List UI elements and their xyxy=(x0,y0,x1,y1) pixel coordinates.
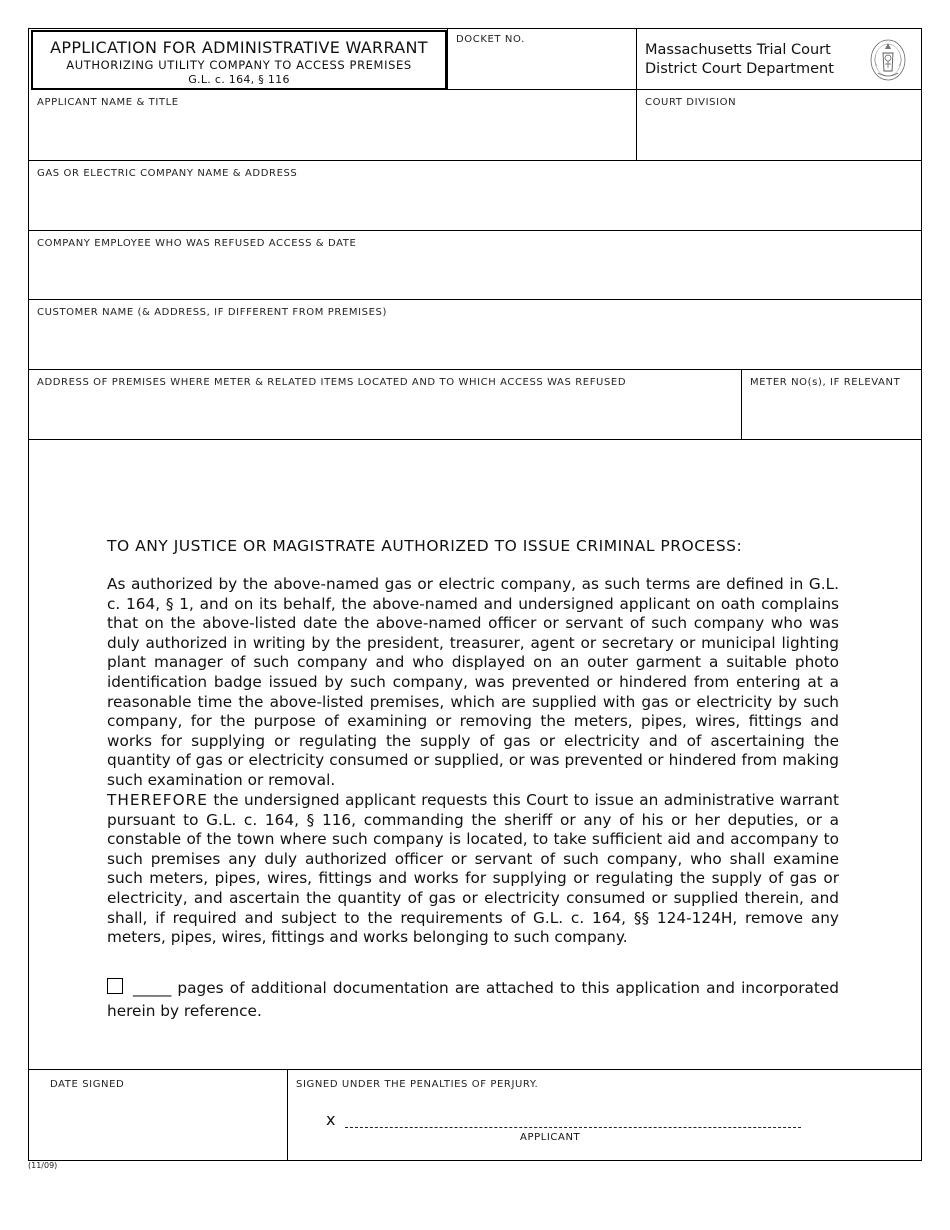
applicant-name-field[interactable] xyxy=(29,90,637,161)
warrant-application-form xyxy=(28,28,922,1161)
employee-refused-field[interactable] xyxy=(29,231,922,300)
customer-name-field[interactable] xyxy=(29,300,922,370)
form-title: APPLICATION FOR ADMINISTRATIVE WARRANT xyxy=(50,38,428,57)
date-signed-field[interactable] xyxy=(29,1070,288,1161)
court-division-label: COURT DIVISION xyxy=(645,97,737,108)
addressee-heading: TO ANY JUSTICE OR MAGISTRATE AUTHORIZED TO ISSUE CRIMINAL PROCESS: xyxy=(107,537,743,555)
court-name xyxy=(645,41,834,79)
customer-name-label: CUSTOMER NAME (& ADDRESS, IF DIFFERENT FROM PREMISES) xyxy=(37,307,387,318)
premises-address-label: ADDRESS OF PREMISES WHERE METER & RELATED ITEMS LOCATED AND TO WHICH ACCESS WAS REFUSED xyxy=(37,377,627,388)
attachment-text: pages of additional documentation are attached to this application and incorporated herein by reference. xyxy=(107,979,839,1020)
company-field[interactable] xyxy=(29,161,922,231)
court-name-line1: Massachusetts Trial Court xyxy=(645,42,831,58)
request-paragraph xyxy=(107,791,839,948)
form-revision-date: (11/09) xyxy=(28,1161,58,1170)
meter-number-field[interactable] xyxy=(742,370,922,440)
attachment-row xyxy=(107,977,839,1023)
perjury-label: SIGNED UNDER THE PENALTIES OF PERJURY. xyxy=(296,1079,539,1090)
employee-refused-label: COMPANY EMPLOYEE WHO WAS REFUSED ACCESS & DATE xyxy=(37,238,357,249)
title-cell xyxy=(29,29,447,90)
company-label: GAS OR ELECTRIC COMPANY NAME & ADDRESS xyxy=(37,168,298,179)
request-text: the undersigned applicant requests this Court to issue an administrative warrant pursuant to G.L. c. 164, § 116, commanding the sheriff or any of his or her deputies, or a constable of the town where such company is located, to take sufficient aid and accompany to such premises any duly authorized officer or servant of such company, who shall examine such meters, pipes, wires, fittings and works for supplying or regulating the supply of gas or electricity, and ascertain the quantity of gas or electricity consumed or supplied therein, and shall, if required and subject to the requirements of G.L. c. 164, §§ 124-124H, remove any meters, pipes, wires, fittings and works belonging to such company. xyxy=(107,791,839,947)
complaint-paragraph: As authorized by the above-named gas or electric company, as such terms are defined in G.L. c. 164, § 1, and on its behalf, the above-named and undersigned applicant on oath complains that on the above-listed date the above-named officer or servant of such company who was duly authorized in writing by the president, treasurer, agent or secretary or municipal lighting plant manager of such company and who displayed on an outer garment a suitable photo identification badge issued by such company, was prevented or hindered from entering at a reasonable time the above-listed premises, which are supplied with gas or electricity by such company, for the purpose of examining or removing the meters, pipes, wires, fittings and works for supplying or regulating the supply of gas or electricity and of ascertaining the quantity of gas or electricity consumed or supplied, or was prevented or hindered from making such examination or removal. xyxy=(107,575,839,789)
therefore-lead: THEREFORE xyxy=(107,791,208,809)
court-name-line2: District Court Department xyxy=(645,61,834,77)
title-block xyxy=(31,30,447,90)
applicant-signature-line[interactable] xyxy=(345,1114,801,1128)
attachment-checkbox[interactable] xyxy=(107,978,123,994)
massachusetts-seal-icon xyxy=(868,35,908,83)
premises-address-field[interactable] xyxy=(29,370,742,440)
applicant-caption: APPLICANT xyxy=(520,1132,581,1143)
attachment-pages-blank[interactable]: _____ xyxy=(133,979,172,997)
form-citation: G.L. c. 164, § 116 xyxy=(188,73,290,86)
form-subtitle: AUTHORIZING UTILITY COMPANY TO ACCESS PREMISES xyxy=(66,58,412,72)
court-header-cell xyxy=(637,29,922,90)
docket-number-field[interactable] xyxy=(447,29,637,90)
meter-number-label: METER NO(s), IF RELEVANT xyxy=(750,377,901,388)
signature-x-mark: x xyxy=(326,1110,336,1129)
date-signed-label: DATE SIGNED xyxy=(50,1079,125,1090)
applicant-name-label: APPLICANT NAME & TITLE xyxy=(37,97,179,108)
docket-number-label: DOCKET NO. xyxy=(456,34,525,45)
court-division-field[interactable] xyxy=(637,90,922,161)
